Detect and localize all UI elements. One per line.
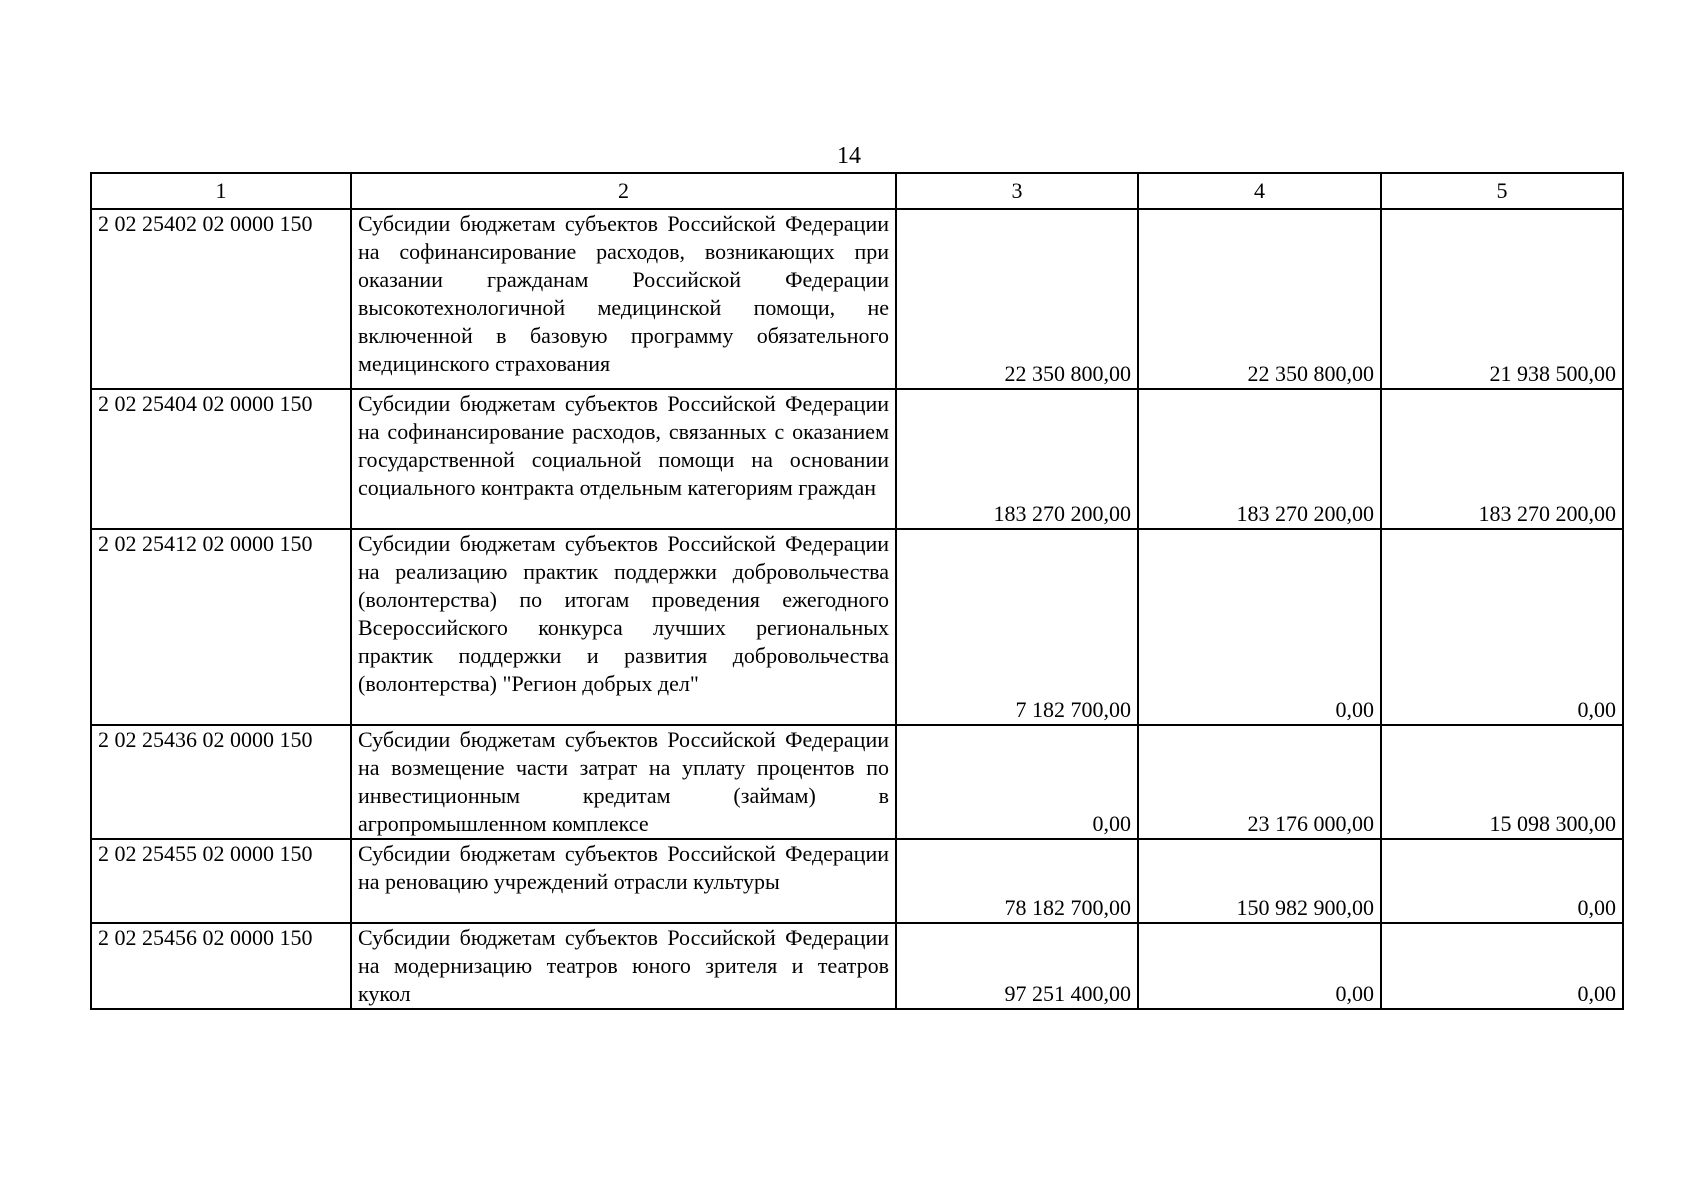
table-body [91,209,1623,1009]
income-description: Субсидии бюджетам субъектов Российской Федерации на возмещение части затрат на уплату процентов по инвестиционным кредитам (займам) в агропромышленном комплексе [351,725,896,839]
amount-col-4: 0,00 [1138,923,1381,1009]
table-row [91,389,1623,529]
table-row [91,209,1623,389]
page-number: 14 [837,143,861,169]
amount-col-3: 183 270 200,00 [896,389,1138,529]
amount-col-5: 0,00 [1381,839,1623,923]
amount-col-5: 21 938 500,00 [1381,209,1623,389]
header-row [91,173,1623,209]
income-code: 2 02 25436 02 0000 150 [91,725,351,839]
header-col-1: 1 [91,173,351,209]
amount-col-5: 15 098 300,00 [1381,725,1623,839]
amount-col-5: 183 270 200,00 [1381,389,1623,529]
table-header [91,173,1623,209]
table-row [91,725,1623,839]
income-description: Субсидии бюджетам субъектов Российской Федерации на софинансирование расходов, связанных с оказанием государственной социальной помощи на основании социального контракта отдельным категориям граждан [351,389,896,529]
amount-col-4: 23 176 000,00 [1138,725,1381,839]
income-code: 2 02 25402 02 0000 150 [91,209,351,389]
amount-col-3: 22 350 800,00 [896,209,1138,389]
income-code: 2 02 25404 02 0000 150 [91,389,351,529]
header-col-5: 5 [1381,173,1623,209]
amount-col-5: 0,00 [1381,923,1623,1009]
amount-col-4: 22 350 800,00 [1138,209,1381,389]
table-row [91,923,1623,1009]
income-description: Субсидии бюджетам субъектов Российской Федерации на реновацию учреждений отрасли культуры [351,839,896,923]
income-code: 2 02 25456 02 0000 150 [91,923,351,1009]
income-description: Субсидии бюджетам субъектов Российской Федерации на софинансирование расходов, возникающих при оказании гражданам Российской Федерации высокотехнологичной медицинской помощи, не включенной в базовую программу обязательного медицинского страхования [351,209,896,389]
income-description: Субсидии бюджетам субъектов Российской Федерации на модернизацию театров юного зрителя и театров кукол [351,923,896,1009]
amount-col-3: 0,00 [896,725,1138,839]
amount-col-4: 150 982 900,00 [1138,839,1381,923]
amount-col-3: 7 182 700,00 [896,529,1138,725]
header-col-4: 4 [1138,173,1381,209]
amount-col-4: 0,00 [1138,529,1381,725]
amount-col-5: 0,00 [1381,529,1623,725]
header-col-3: 3 [896,173,1138,209]
budget-table [90,172,1624,1010]
amount-col-3: 97 251 400,00 [896,923,1138,1009]
income-code: 2 02 25455 02 0000 150 [91,839,351,923]
amount-col-4: 183 270 200,00 [1138,389,1381,529]
table-row [91,839,1623,923]
header-col-2: 2 [351,173,896,209]
table-row [91,529,1623,725]
amount-col-3: 78 182 700,00 [896,839,1138,923]
income-code: 2 02 25412 02 0000 150 [91,529,351,725]
income-description: Субсидии бюджетам субъектов Российской Федерации на реализацию практик поддержки добровольчества (волонтерства) по итогам проведения ежегодного Всероссийского конкурса лучших региональных практик поддержки и развития добровольчества (волонтерства) "Регион добрых дел" [351,529,896,725]
